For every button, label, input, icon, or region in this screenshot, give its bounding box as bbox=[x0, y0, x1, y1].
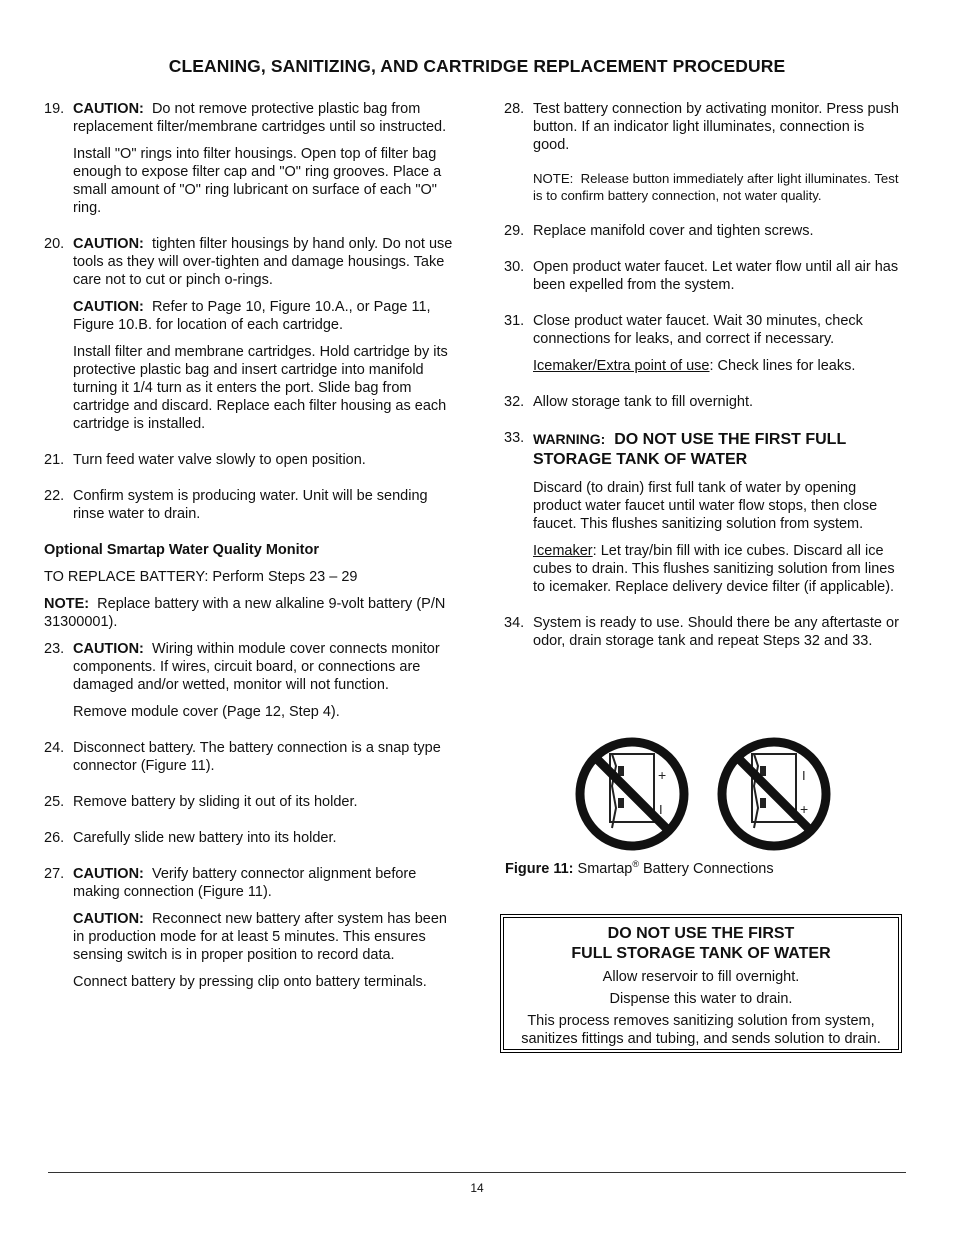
step-text: Remove battery by sliding it out of its holder. bbox=[73, 794, 358, 810]
step-33 bbox=[504, 429, 904, 596]
caution-label: CAUTION: bbox=[73, 911, 144, 927]
step-text: Allow storage tank to fill overnight. bbox=[533, 394, 754, 410]
footer-divider bbox=[48, 1172, 906, 1173]
step-number: 31. bbox=[504, 313, 525, 329]
plus-label: + bbox=[658, 767, 667, 783]
icemaker-extra-label: Icemaker/Extra point of use bbox=[533, 358, 710, 374]
step-number: 20. bbox=[44, 236, 65, 252]
battery-terminal bbox=[760, 766, 766, 776]
warning-box-text: Dispense this water to drain. bbox=[609, 991, 793, 1007]
plus-label: + bbox=[800, 801, 809, 817]
warning-box-text: Allow reservoir to fill overnight. bbox=[602, 969, 800, 985]
registered-mark: ® bbox=[632, 859, 639, 870]
step-31 bbox=[504, 312, 904, 375]
step-paragraph: Refer to Page 10, Figure 10.A., or Page 11, Figure 10.B. for location of each cartridge. bbox=[73, 299, 431, 333]
warning-label: WARNING: bbox=[533, 431, 606, 447]
step-number: 33. bbox=[504, 430, 525, 446]
step-27 bbox=[44, 865, 456, 991]
step-22 bbox=[44, 487, 456, 523]
step-number: 34. bbox=[504, 615, 525, 631]
warning-box-title-line1: DO NOT USE THE FIRST bbox=[607, 925, 795, 942]
note-text: Replace battery with a new alkaline 9-volt battery (P/N 31300001). bbox=[44, 596, 446, 630]
battery-terminal bbox=[618, 766, 624, 776]
step-number: 22. bbox=[44, 488, 65, 504]
step-text: Carefully slide new battery into its holder. bbox=[73, 830, 337, 846]
prohibition-slash-icon bbox=[738, 758, 810, 830]
step-text: Disconnect battery. The battery connection is a snap type connector (Figure 11). bbox=[73, 740, 441, 774]
step-19 bbox=[44, 100, 456, 217]
replace-battery-instruction: TO REPLACE BATTERY: Perform Steps 23 – 29 bbox=[44, 569, 358, 585]
step-text: Close product water faucet. Wait 30 minutes, check connections for leaks, and correct if necessary. bbox=[533, 313, 863, 347]
step-number: 23. bbox=[44, 641, 65, 657]
page-number: 14 bbox=[470, 1181, 484, 1195]
warning-box-text: This process removes sanitizing solution from system, sanitizes fittings and tubing, and sends solution to drain. bbox=[521, 1013, 881, 1047]
step-text: Confirm system is producing water. Unit will be sending rinse water to drain. bbox=[73, 488, 428, 522]
battery-clip-wire bbox=[612, 754, 616, 828]
step-number: 21. bbox=[44, 452, 65, 468]
figure-caption-text: Battery Connections bbox=[643, 861, 774, 877]
left-column bbox=[44, 100, 456, 1009]
minus-label: I bbox=[659, 802, 663, 817]
step-paragraph: : Let tray/bin fill with ice cubes. Discard all ice cubes to drain. This flushes sanitizing solution from lines to icemaker. Replace delivery device filter (if applicable). bbox=[533, 543, 895, 595]
step-text: Verify battery connector alignment before making connection (Figure 11). bbox=[73, 866, 417, 900]
step-text: System is ready to use. Should there be any aftertaste or odor, drain storage tank and repeat Steps 32 and 33. bbox=[533, 615, 899, 649]
caution-label: CAUTION: bbox=[73, 299, 144, 315]
step-text: Replace manifold cover and tighten screws. bbox=[533, 223, 814, 239]
page-title: CLEANING, SANITIZING, AND CARTRIDGE REPLACEMENT PROCEDURE bbox=[168, 56, 786, 76]
figure-caption bbox=[505, 860, 774, 878]
step-23 bbox=[44, 640, 456, 721]
step-number: 25. bbox=[44, 794, 65, 810]
step-number: 24. bbox=[44, 740, 65, 756]
step-text: tighten filter housings by hand only. Do not use tools as they will over-tighten and damage housings. Take care not to cut or pinch o-rings. bbox=[73, 236, 453, 288]
step-30 bbox=[504, 258, 904, 294]
step-paragraph: Discard (to drain) first full tank of water by opening product water faucet until water flow stops, then close faucet. This flushes sanitizing solution from system. bbox=[533, 480, 878, 532]
step-text: Do not remove protective plastic bag from replacement filter/membrane cartridges until so instructed. bbox=[73, 101, 447, 135]
step-32 bbox=[504, 393, 904, 411]
step-24 bbox=[44, 739, 456, 775]
warning-box bbox=[500, 914, 902, 1053]
caution-label: CAUTION: bbox=[73, 236, 144, 252]
step-26 bbox=[44, 829, 456, 847]
wrong-connection-illustration bbox=[580, 742, 684, 846]
warning-box-title-line2: FULL STORAGE TANK OF WATER bbox=[571, 945, 831, 962]
step-28 bbox=[504, 100, 904, 204]
note-label: NOTE: bbox=[533, 171, 574, 186]
step-20 bbox=[44, 235, 456, 433]
step-paragraph: : Check lines for leaks. bbox=[709, 358, 856, 374]
battery-clip-wire bbox=[754, 754, 758, 828]
caution-label: CAUTION: bbox=[73, 866, 144, 882]
step-number: 19. bbox=[44, 101, 65, 117]
section-heading: Optional Smartap Water Quality Monitor bbox=[44, 542, 319, 558]
step-number: 27. bbox=[44, 866, 65, 882]
step-text: Open product water faucet. Let water flow until all air has been expelled from the system. bbox=[533, 259, 899, 293]
step-number: 28. bbox=[504, 101, 525, 117]
minus-label: I bbox=[802, 768, 806, 783]
step-number: 29. bbox=[504, 223, 525, 239]
step-number: 26. bbox=[44, 830, 65, 846]
step-text: Turn feed water valve slowly to open position. bbox=[73, 452, 366, 468]
step-text: Test battery connection by activating monitor. Press push button. If an indicator light illuminates, connection is good. bbox=[533, 101, 899, 153]
caution-label: CAUTION: bbox=[73, 101, 144, 117]
battery-terminal bbox=[618, 798, 624, 808]
step-paragraph: Connect battery by pressing clip onto battery terminals. bbox=[73, 974, 427, 990]
step-text: Wiring within module cover connects monitor components. If wires, circuit board, or connections are damaged and/or wetted, monitor will not function. bbox=[73, 641, 440, 693]
icemaker-label: Icemaker bbox=[533, 543, 593, 559]
right-column bbox=[504, 100, 904, 668]
battery-connections-figure bbox=[566, 736, 842, 858]
figure-caption-label: Figure 11: bbox=[505, 861, 574, 877]
battery-terminal bbox=[760, 798, 766, 808]
caution-label: CAUTION: bbox=[73, 641, 144, 657]
wrong-orientation-illustration bbox=[722, 742, 826, 846]
note-label: NOTE: bbox=[44, 596, 90, 612]
step-34 bbox=[504, 614, 904, 650]
step-21 bbox=[44, 451, 456, 469]
figure-caption-brand: Smartap bbox=[577, 861, 633, 877]
note-text: Release button immediately after light illuminates. Test is to confirm battery connection, not water quality. bbox=[533, 171, 899, 203]
step-paragraph: Install "O" rings into filter housings. Open top of filter bag enough to expose filter cap and "O" ring grooves. Place a small amount of "O" ring lubricant on surface of each "O" ring. bbox=[73, 146, 442, 216]
step-paragraph: Remove module cover (Page 12, Step 4). bbox=[73, 704, 340, 720]
step-29 bbox=[504, 222, 904, 240]
step-number: 32. bbox=[504, 394, 525, 410]
step-paragraph: Reconnect new battery after system has been in production mode for at least 5 minutes. This ensures sensing switch is in proper position to record data. bbox=[73, 911, 447, 963]
step-paragraph: Install filter and membrane cartridges. Hold cartridge by its protective plastic bag and insert cartridge into manifold turning it 1/4 turn as it enters the port. Slide bag from cartridge and discard. Replace each filter housing as each cartridge is installed. bbox=[73, 344, 448, 432]
step-25 bbox=[44, 793, 456, 811]
step-number: 30. bbox=[504, 259, 525, 275]
warning-headline: DO NOT USE THE FIRST FULL STORAGE TANK OF WATER bbox=[533, 431, 846, 468]
